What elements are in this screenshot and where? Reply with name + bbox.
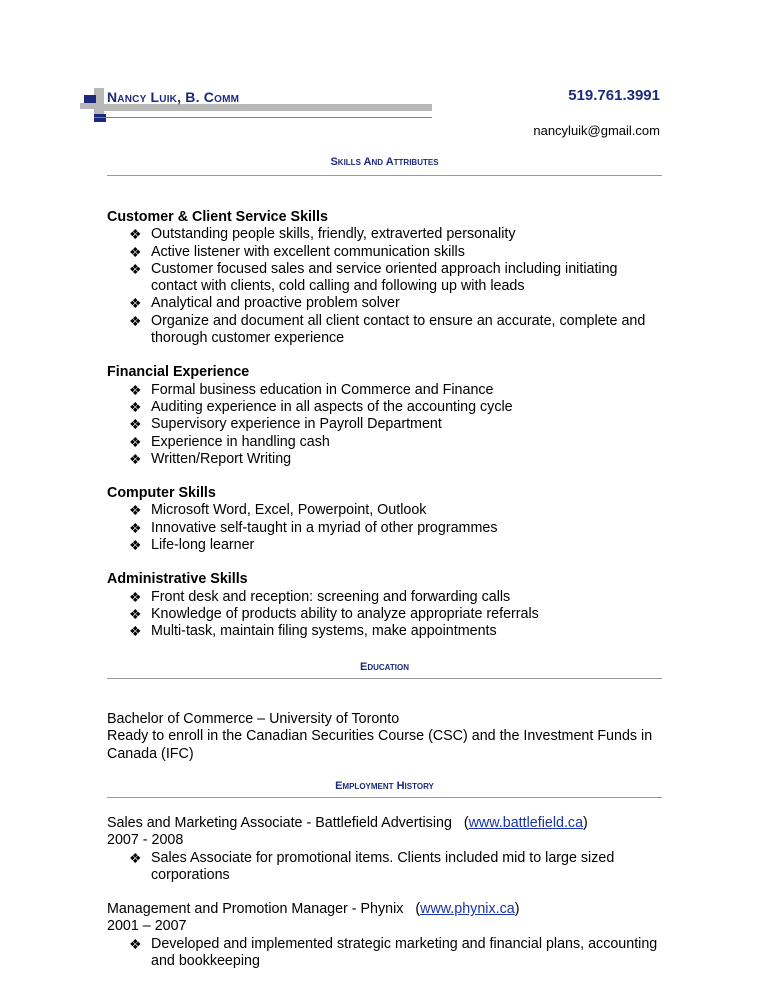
- skill-list-admin: [107, 589, 667, 641]
- header-decor-line: [94, 104, 432, 111]
- list-item: ❖ Organize and document all client contact to ensure an accurate, complete and thorough customer experience: [129, 312, 646, 347]
- bullet-icon: ❖: [129, 623, 142, 640]
- list-item: ❖ Multi-task, maintain filing systems, make appointments: [129, 623, 497, 640]
- job-entry: Sales and Marketing Associate - Battlefield Advertising (www.battlefield.ca): [107, 815, 588, 831]
- header-decor-square: [94, 114, 106, 122]
- list-item: ❖ Active listener with excellent communication skills: [129, 243, 465, 260]
- bullet-icon: ❖: [129, 588, 142, 605]
- email-address: nancyluik@gmail.com: [533, 123, 660, 138]
- header-decor-square: [84, 95, 96, 103]
- bullet-icon: ❖: [129, 450, 142, 467]
- list-item: ❖ Innovative self-taught in a myriad of other programmes: [129, 519, 498, 536]
- bullet-icon: ❖: [129, 849, 142, 866]
- phone-number: 519.761.3991: [568, 87, 660, 104]
- job-duties: [107, 850, 667, 885]
- job-title: Sales and Marketing Associate - Battlefield Advertising: [107, 815, 452, 831]
- skill-list-computer: [107, 502, 667, 554]
- job-dates: 2001 – 2007: [107, 918, 187, 935]
- bullet-icon: ❖: [129, 935, 142, 952]
- company-link[interactable]: www.phynix.ca: [420, 901, 515, 918]
- bullet-icon: ❖: [129, 605, 142, 622]
- bullet-icon: ❖: [129, 260, 142, 277]
- section-rule: [107, 797, 662, 798]
- job-title: Management and Promotion Manager - Phynix: [107, 901, 404, 918]
- skill-heading-financial: Financial Experience: [107, 364, 250, 381]
- list-item: ❖ Formal business education in Commerce and Finance: [129, 381, 494, 398]
- bullet-icon: ❖: [129, 433, 142, 450]
- list-item: ❖ Outstanding people skills, friendly, extraverted personality: [129, 226, 516, 243]
- skill-list-customer: [107, 226, 667, 347]
- education-degree: Bachelor of Commerce – University of Toronto: [107, 711, 400, 727]
- header-decor-stub: [80, 103, 100, 109]
- education-note: Ready to enroll in the Canadian Securities Course (CSC) and the Investment Funds in Canada (IFC): [107, 728, 653, 762]
- list-item: ❖ Knowledge of products ability to analyze appropriate referrals: [129, 605, 539, 622]
- list-item: ❖ Developed and implemented strategic marketing and financial plans, accounting and bookkeeping: [129, 935, 658, 970]
- bullet-icon: ❖: [129, 537, 142, 554]
- job-entry: Management and Promotion Manager - Phynix (www.phynix.ca): [107, 901, 520, 918]
- list-item: ❖ Analytical and proactive problem solver: [129, 295, 400, 312]
- list-item: ❖ Supervisory experience in Payroll Department: [129, 416, 442, 433]
- section-rule: [107, 678, 662, 679]
- bullet-icon: ❖: [129, 243, 142, 260]
- skill-heading-computer: Computer Skills: [107, 485, 216, 502]
- education-block: [107, 711, 667, 763]
- bullet-icon: ❖: [129, 295, 142, 312]
- employment-block: [107, 815, 667, 970]
- list-item: ❖ Auditing experience in all aspects of the accounting cycle: [129, 398, 513, 415]
- header-decor-rule: [94, 117, 432, 118]
- bullet-icon: ❖: [129, 416, 142, 433]
- bullet-icon: ❖: [129, 226, 142, 243]
- candidate-name: Nancy Luik, B. Comm: [107, 89, 240, 105]
- job-duties: [107, 936, 667, 971]
- list-item: ❖ Experience in handling cash: [129, 433, 330, 450]
- skill-list-financial: [107, 382, 667, 468]
- bullet-icon: ❖: [129, 381, 142, 398]
- company-link[interactable]: www.battlefield.ca: [468, 815, 584, 831]
- list-item: ❖ Customer focused sales and service oriented approach including initiating contact with clients, cold calling and following up with leads: [129, 260, 618, 295]
- bullet-icon: ❖: [129, 519, 142, 536]
- bullet-icon: ❖: [129, 502, 142, 519]
- list-item: ❖ Front desk and reception: screening and forwarding calls: [129, 588, 511, 605]
- section-title-employment: Employment History: [335, 780, 434, 792]
- list-item: ❖ Microsoft Word, Excel, Powerpoint, Outlook: [129, 502, 427, 519]
- skill-heading-customer: Customer & Client Service Skills: [107, 209, 328, 225]
- job-dates: 2007 - 2008: [107, 832, 184, 849]
- bullet-icon: ❖: [129, 398, 142, 415]
- section-title-skills: Skills And Attributes: [330, 156, 439, 168]
- list-item: ❖ Written/Report Writing: [129, 450, 292, 467]
- bullet-icon: ❖: [129, 312, 142, 329]
- section-title-education: Education: [360, 661, 409, 673]
- section-rule: [107, 175, 662, 176]
- list-item: ❖ Life-long learner: [129, 537, 255, 554]
- skill-heading-admin: Administrative Skills: [107, 571, 248, 588]
- skills-block: [107, 209, 667, 641]
- list-item: ❖ Sales Associate for promotional items. Clients included mid to large sized corporations: [129, 849, 615, 883]
